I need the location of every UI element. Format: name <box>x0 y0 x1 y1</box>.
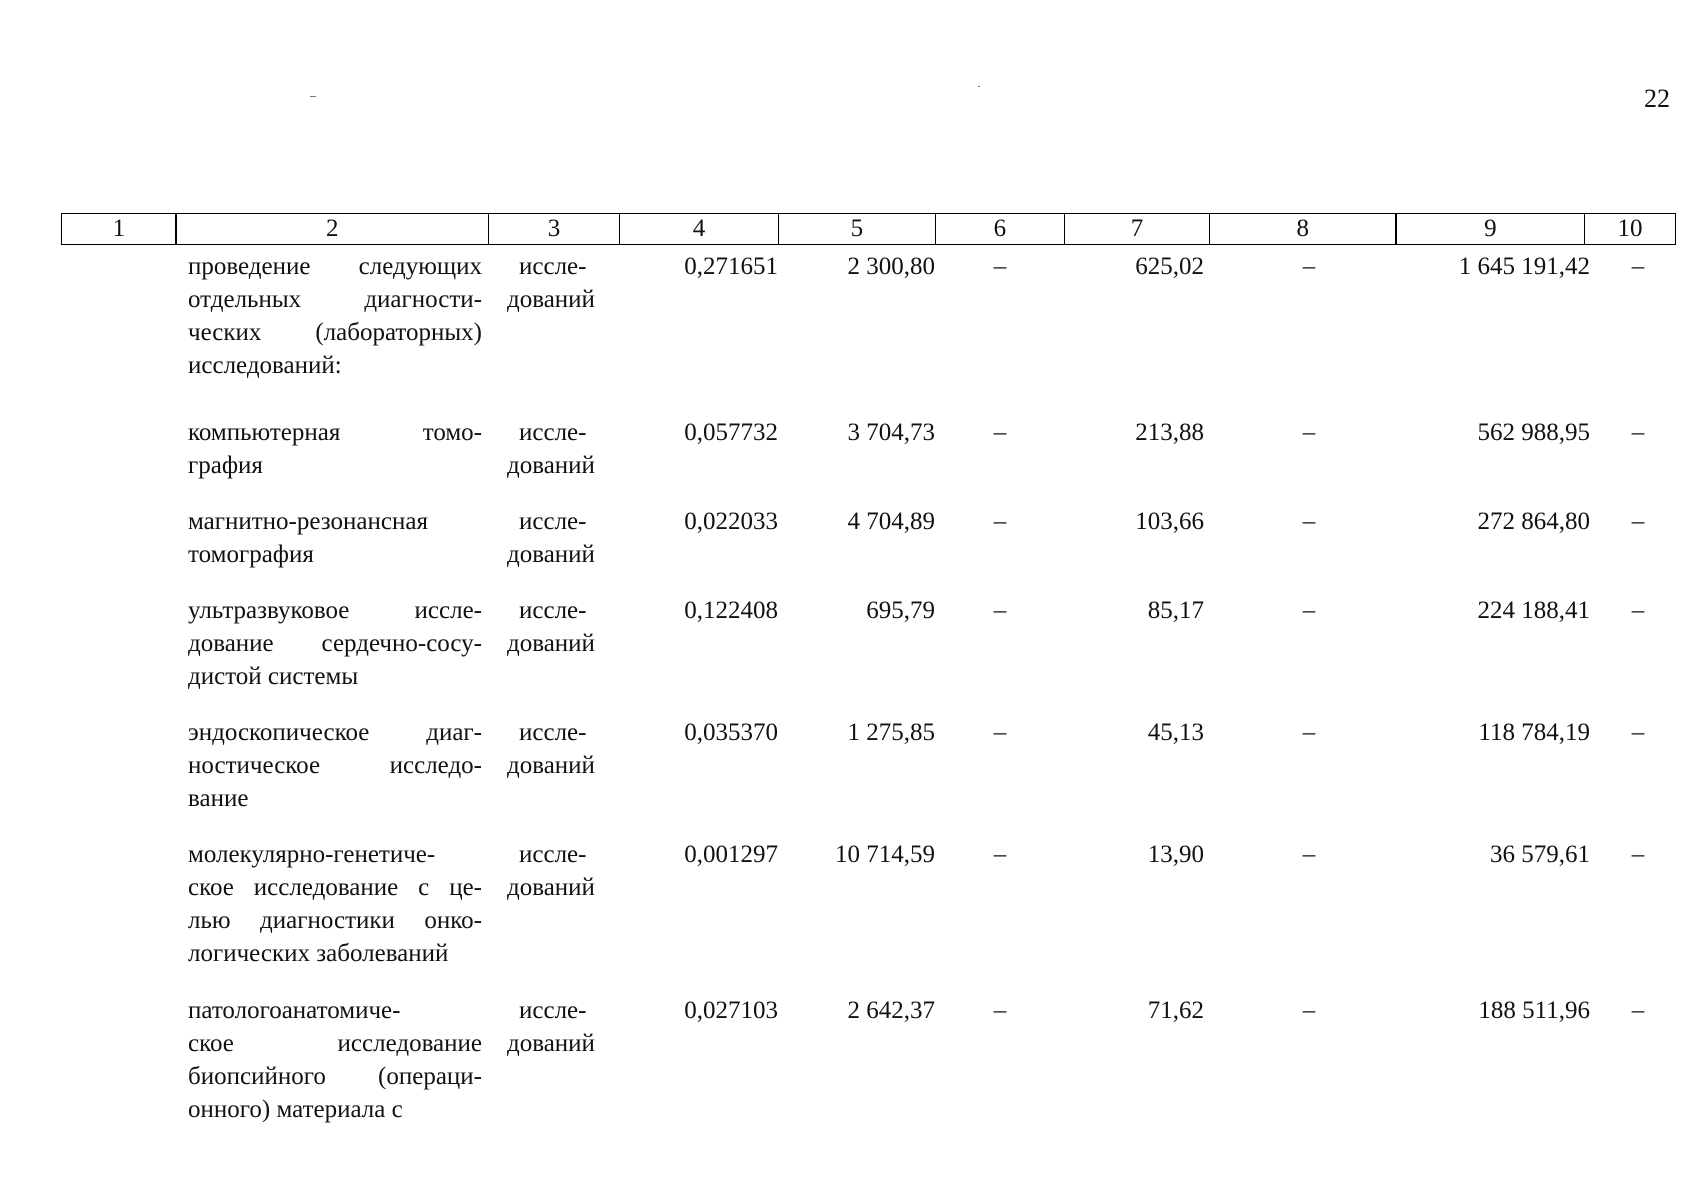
service-name-cell <box>188 416 482 482</box>
service-name-line: ческих (лабораторных) <box>188 319 482 346</box>
value-cell-7: 71,62 <box>1147 997 1204 1024</box>
header-cell: 7 <box>1064 213 1211 245</box>
service-name-line: магнитно-резонансная <box>188 508 428 535</box>
value-cell-6: – <box>993 419 1007 446</box>
value-cell-5: 3 704,73 <box>847 419 935 446</box>
scan-speck <box>978 86 980 87</box>
unit-line: дований <box>507 630 595 657</box>
value-cell-4: 0,035370 <box>684 719 778 746</box>
value-cell-10: – <box>1631 419 1645 446</box>
value-cell-6: – <box>993 597 1007 624</box>
unit-line: иссле- <box>519 508 587 535</box>
value-cell-10: – <box>1631 508 1645 535</box>
value-cell-4: 0,122408 <box>684 597 778 624</box>
scan-speck <box>310 96 316 97</box>
value-cell-6: – <box>993 508 1007 535</box>
service-name-line: дование сердечно-сосу- <box>188 630 482 657</box>
unit-cell <box>507 505 617 571</box>
value-cell-6: – <box>993 841 1007 868</box>
value-cell-5: 2 300,80 <box>847 253 935 280</box>
value-cell-6: – <box>993 997 1007 1024</box>
value-cell-4: 0,027103 <box>684 997 778 1024</box>
unit-cell <box>507 250 617 316</box>
unit-cell <box>507 416 617 482</box>
value-cell-8: – <box>1302 997 1316 1024</box>
unit-line: иссле- <box>519 719 587 746</box>
service-name-line: исследований: <box>188 352 342 379</box>
unit-line: дований <box>507 541 595 568</box>
value-cell-4: 0,057732 <box>684 419 778 446</box>
service-name-line: ностическое исследо- <box>188 752 482 779</box>
value-cell-5: 4 704,89 <box>847 508 935 535</box>
unit-line: иссле- <box>519 597 587 624</box>
header-cell: 5 <box>778 213 936 245</box>
service-name-cell <box>188 594 482 693</box>
value-cell-10: – <box>1631 253 1645 280</box>
value-cell-9: 1 645 191,42 <box>1458 253 1590 280</box>
service-name-line: вание <box>188 785 249 812</box>
service-name-line: биопсийного (операци- <box>188 1063 482 1090</box>
header-cell: 9 <box>1395 213 1585 245</box>
value-cell-9: 562 988,95 <box>1477 419 1590 446</box>
unit-line: дований <box>507 286 595 313</box>
service-name-line: эндоскопическое диаг- <box>188 719 482 746</box>
unit-line: иссле- <box>519 841 587 868</box>
value-cell-7: 85,17 <box>1147 597 1204 624</box>
unit-cell <box>507 716 617 782</box>
service-name-line: молекулярно-генетиче- <box>188 841 436 868</box>
value-cell-9: 224 188,41 <box>1477 597 1590 624</box>
service-name-cell <box>188 716 482 815</box>
value-cell-9: 118 784,19 <box>1478 719 1590 746</box>
service-name-line: логических заболеваний <box>188 940 449 967</box>
unit-line: иссле- <box>519 253 587 280</box>
service-name-cell <box>188 994 482 1126</box>
header-cell: 6 <box>935 213 1066 245</box>
value-cell-8: – <box>1302 508 1316 535</box>
value-cell-7: 45,13 <box>1147 719 1204 746</box>
value-cell-6: – <box>993 253 1007 280</box>
value-cell-9: 272 864,80 <box>1477 508 1590 535</box>
unit-cell <box>507 838 617 904</box>
value-cell-5: 695,79 <box>866 597 935 624</box>
value-cell-7: 213,88 <box>1135 419 1204 446</box>
unit-line: дований <box>507 1030 595 1057</box>
value-cell-7: 13,90 <box>1147 841 1204 868</box>
service-name-line: ультразвуковое иссле- <box>188 597 482 624</box>
value-cell-6: – <box>993 719 1007 746</box>
service-name-line: ское исследование с це- <box>188 874 482 901</box>
value-cell-10: – <box>1631 997 1645 1024</box>
value-cell-7: 103,66 <box>1135 508 1204 535</box>
value-cell-9: 36 579,61 <box>1490 841 1590 868</box>
service-name-line: патологоанатомиче- <box>188 997 401 1024</box>
service-name-cell <box>188 505 482 571</box>
service-name-line: лью диагностики онко- <box>188 907 482 934</box>
value-cell-10: – <box>1631 597 1645 624</box>
unit-cell <box>507 594 617 660</box>
value-cell-8: – <box>1302 419 1316 446</box>
service-name-line: проведение следующих <box>188 253 482 280</box>
table-header-row <box>61 213 1676 245</box>
service-name-line: томография <box>188 541 314 568</box>
service-name-cell <box>188 838 482 970</box>
unit-line: иссле- <box>519 419 587 446</box>
value-cell-4: 0,271651 <box>684 253 778 280</box>
service-name-line: дистой системы <box>188 663 359 690</box>
header-cell: 4 <box>619 213 779 245</box>
unit-line: иссле- <box>519 997 587 1024</box>
service-name-line: онного) материала с <box>188 1096 403 1123</box>
value-cell-8: – <box>1302 253 1316 280</box>
value-cell-4: 0,022033 <box>684 508 778 535</box>
value-cell-7: 625,02 <box>1135 253 1204 280</box>
service-name-line: компьютерная томо- <box>188 419 482 446</box>
header-cell: 10 <box>1584 213 1676 245</box>
service-name-line: графия <box>188 452 263 479</box>
value-cell-9: 188 511,96 <box>1478 997 1590 1024</box>
value-cell-8: – <box>1302 719 1316 746</box>
value-cell-10: – <box>1631 841 1645 868</box>
page-number: 22 <box>1644 84 1670 113</box>
unit-line: дований <box>507 874 595 901</box>
value-cell-8: – <box>1302 597 1316 624</box>
value-cell-5: 10 714,59 <box>835 841 935 868</box>
header-cell: 3 <box>488 213 621 245</box>
value-cell-5: 1 275,85 <box>847 719 935 746</box>
value-cell-4: 0,001297 <box>684 841 778 868</box>
service-name-line: ское исследование <box>188 1030 482 1057</box>
header-cell: 2 <box>175 213 489 245</box>
header-cell: 1 <box>61 213 177 245</box>
unit-line: дований <box>507 452 595 479</box>
unit-line: дований <box>507 752 595 779</box>
unit-cell <box>507 994 617 1060</box>
value-cell-10: – <box>1631 719 1645 746</box>
value-cell-8: – <box>1302 841 1316 868</box>
service-name-line: отдельных диагности- <box>188 286 482 313</box>
header-cell: 8 <box>1209 213 1397 245</box>
service-name-cell <box>188 250 482 382</box>
value-cell-5: 2 642,37 <box>847 997 935 1024</box>
